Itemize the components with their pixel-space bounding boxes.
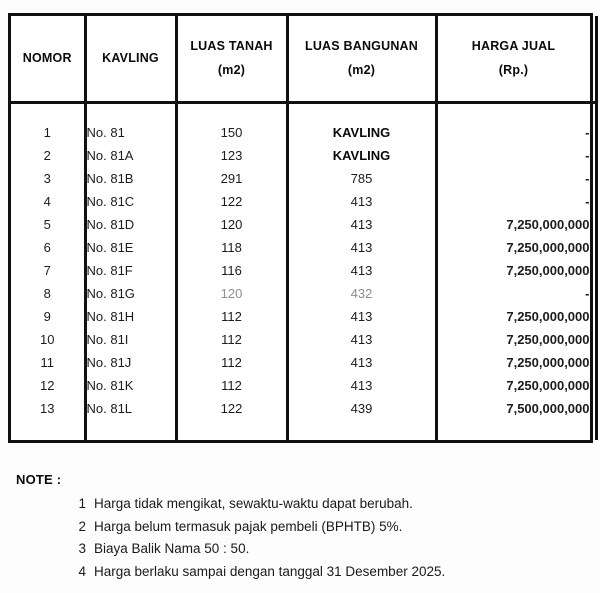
cell-overflow — [591, 374, 596, 397]
column-header-kavling — [85, 16, 176, 103]
column-header-kavling-label: KAVLING — [102, 50, 159, 65]
cell-luas-tanah: 120 — [176, 282, 287, 305]
cell-luas-tanah: 112 — [176, 351, 287, 374]
cell-kavling: No. 81D — [85, 213, 176, 236]
column-header-luas-bangunan-label: LUAS BANGUNAN — [304, 38, 418, 53]
column-header-luas-tanah — [176, 16, 287, 103]
kavling-price-table — [11, 16, 598, 440]
cell-kavling: No. 81L — [85, 397, 176, 420]
cell-harga-jual: 7,250,000,000 — [436, 213, 591, 236]
cell-harga-jual: 7,250,000,000 — [436, 236, 591, 259]
cell-kavling: No. 81F — [85, 259, 176, 282]
cell-kavling: No. 81B — [85, 167, 176, 190]
cell-luas-tanah: 150 — [176, 121, 287, 144]
cell-luas-tanah: 116 — [176, 259, 287, 282]
cell-nomor: 13 — [11, 397, 85, 420]
column-header-nomor-label: NOMOR — [22, 50, 72, 65]
cell-harga-jual: - — [436, 144, 591, 167]
cell-kavling: No. 81I — [85, 328, 176, 351]
cell-nomor: 1 — [11, 121, 85, 144]
cell-nomor: 4 — [11, 190, 85, 213]
column-header-luas-tanah-unit: (m2) — [217, 62, 246, 77]
table-row — [11, 328, 596, 351]
note-item-number: 1 — [78, 496, 86, 511]
cell-luas-tanah: 118 — [176, 236, 287, 259]
cell-overflow — [591, 397, 596, 420]
table-row — [11, 213, 596, 236]
note-item-text: Harga belum termasuk pajak pembeli (BPHTB) 5%. — [94, 518, 403, 534]
cell-kavling: No. 81 — [85, 121, 176, 144]
cell-nomor: 9 — [11, 305, 85, 328]
note-item-text: Harga tidak mengikat, sewaktu-waktu dapat berubah. — [94, 496, 413, 511]
cell-nomor: 8 — [11, 282, 85, 305]
price-table-container — [8, 13, 593, 443]
cell-harga-jual: 7,250,000,000 — [436, 374, 591, 397]
note-item — [16, 564, 576, 580]
cell-kavling: No. 81K — [85, 374, 176, 397]
cell-overflow — [591, 328, 596, 351]
cell-overflow — [591, 167, 596, 190]
note-item — [16, 496, 576, 512]
cell-overflow — [591, 236, 596, 259]
cell-luas-tanah: 112 — [176, 328, 287, 351]
table-row — [11, 167, 596, 190]
cell-luas-tanah: 112 — [176, 374, 287, 397]
cell-harga-jual: 7,250,000,000 — [436, 305, 591, 328]
cell-luas-tanah: 123 — [176, 144, 287, 167]
cell-luas-bangunan: 413 — [287, 305, 436, 328]
cell-harga-jual: 7,250,000,000 — [436, 259, 591, 282]
column-header-harga-jual-unit: (Rp.) — [498, 62, 529, 77]
table-row — [11, 374, 596, 397]
column-header-harga-jual — [436, 16, 591, 103]
note-item-text: Biaya Balik Nama 50 : 50. — [94, 541, 250, 557]
cell-nomor: 2 — [11, 144, 85, 167]
cell-overflow — [591, 305, 596, 328]
cell-kavling: No. 81H — [85, 305, 176, 328]
cell-harga-jual: 7,500,000,000 — [436, 397, 591, 420]
note-item — [16, 519, 576, 535]
cell-luas-bangunan: 439 — [287, 397, 436, 420]
table-row — [11, 351, 596, 374]
column-header-luas-bangunan — [287, 16, 436, 103]
cell-nomor: 3 — [11, 167, 85, 190]
cell-luas-bangunan: 413 — [287, 374, 436, 397]
cell-kavling: No. 81J — [85, 351, 176, 374]
column-header-harga-jual-label: HARGA JUAL — [471, 38, 556, 53]
cell-luas-bangunan: 413 — [287, 328, 436, 351]
cell-nomor: 7 — [11, 259, 85, 282]
cell-luas-bangunan: 432 — [287, 282, 436, 305]
note-item-number: 4 — [78, 564, 86, 580]
cell-harga-jual: 7,250,000,000 — [436, 328, 591, 351]
cell-luas-bangunan: 413 — [287, 259, 436, 282]
cell-kavling: No. 81G — [85, 282, 176, 305]
note-list — [16, 496, 576, 580]
table-row — [11, 121, 596, 144]
cell-harga-jual: - — [436, 282, 591, 305]
cell-luas-bangunan: KAVLING — [287, 121, 436, 144]
note-item-number: 2 — [78, 518, 86, 534]
cell-luas-bangunan: 413 — [287, 213, 436, 236]
table-body — [11, 103, 596, 441]
cell-luas-bangunan: KAVLING — [287, 144, 436, 167]
note-item — [16, 541, 576, 557]
cell-harga-jual: - — [436, 190, 591, 213]
header-row — [11, 16, 596, 103]
table-row — [11, 282, 596, 305]
cell-nomor: 12 — [11, 374, 85, 397]
cell-kavling: No. 81A — [85, 144, 176, 167]
cell-overflow — [591, 144, 596, 167]
cell-harga-jual: - — [436, 121, 591, 144]
table-bottom-spacer — [11, 420, 596, 440]
table-row — [11, 236, 596, 259]
table-row — [11, 397, 596, 420]
cell-kavling: No. 81E — [85, 236, 176, 259]
cell-overflow — [591, 121, 596, 144]
cell-harga-jual: 7,250,000,000 — [436, 351, 591, 374]
note-title: NOTE : — [16, 472, 62, 487]
note-section — [16, 472, 576, 587]
cell-nomor: 6 — [11, 236, 85, 259]
note-item-number: 3 — [78, 541, 86, 557]
cell-nomor: 11 — [11, 351, 85, 374]
cell-overflow — [591, 351, 596, 374]
table-row — [11, 190, 596, 213]
cell-overflow — [591, 213, 596, 236]
table-header — [11, 16, 596, 103]
cell-harga-jual: - — [436, 167, 591, 190]
column-header-luas-tanah-label: LUAS TANAH — [190, 38, 273, 53]
table-row — [11, 144, 596, 167]
cell-luas-tanah: 112 — [176, 305, 287, 328]
cell-overflow — [591, 259, 596, 282]
cell-luas-tanah: 120 — [176, 213, 287, 236]
cell-luas-tanah: 122 — [176, 190, 287, 213]
cell-overflow — [591, 190, 596, 213]
cell-nomor: 5 — [11, 213, 85, 236]
table-row — [11, 259, 596, 282]
cell-luas-bangunan: 785 — [287, 167, 436, 190]
cell-luas-tanah: 291 — [176, 167, 287, 190]
cell-luas-bangunan: 413 — [287, 190, 436, 213]
cell-luas-bangunan: 413 — [287, 351, 436, 374]
note-item-text: Harga berlaku sampai dengan tanggal 31 Desember 2025. — [94, 564, 446, 580]
column-header-overflow — [591, 16, 596, 103]
column-header-nomor — [11, 16, 85, 103]
table-top-spacer — [11, 103, 596, 122]
column-header-luas-bangunan-unit: (m2) — [347, 62, 376, 77]
cell-luas-tanah: 122 — [176, 397, 287, 420]
cell-overflow — [591, 282, 596, 305]
cell-luas-bangunan: 413 — [287, 236, 436, 259]
cell-kavling: No. 81C — [85, 190, 176, 213]
table-row — [11, 305, 596, 328]
cell-nomor: 10 — [11, 328, 85, 351]
